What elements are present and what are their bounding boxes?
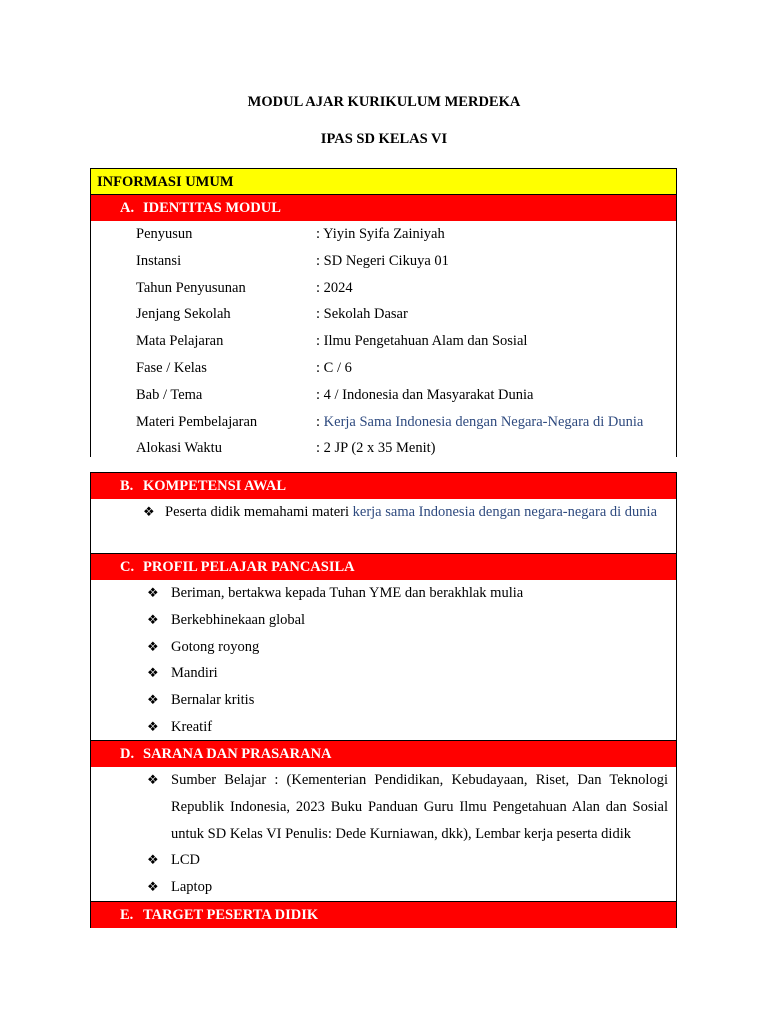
section-d-paragraph xyxy=(91,767,676,847)
identitas-value: : 4 / Indonesia dan Masyarakat Dunia xyxy=(316,386,534,403)
identitas-label: Alokasi Waktu xyxy=(136,440,222,457)
section-c-item-text: Gotong royong xyxy=(171,638,260,655)
identitas-rows xyxy=(91,221,676,462)
bullet-glyph: ❖ xyxy=(147,585,159,600)
section-d-list xyxy=(91,847,676,902)
section-b-item xyxy=(91,499,676,554)
section-c-item-text: Berkebhinekaan global xyxy=(171,611,306,628)
section-c-item xyxy=(91,580,676,607)
identitas-label: Tahun Penyusunan xyxy=(136,279,246,296)
section-c-item-text: Beriman, bertakwa kepada Tuhan YME dan berakhlak mulia xyxy=(171,585,524,601)
section-c-item-text: Bernalar kritis xyxy=(171,692,255,709)
identitas-label: Bab / Tema xyxy=(136,386,203,403)
section-d-number: D. xyxy=(120,746,135,762)
section-e-title: TARGET PESERTA DIDIK xyxy=(143,907,319,923)
identitas-row xyxy=(91,221,676,248)
informasi-umum-heading: INFORMASI UMUM xyxy=(91,169,676,195)
identitas-label: Instansi xyxy=(136,252,182,269)
identitas-label: Jenjang Sekolah xyxy=(136,306,231,323)
section-a-number: A. xyxy=(120,200,135,216)
section-c-item xyxy=(91,634,676,661)
sections-table xyxy=(90,472,677,928)
section-d-paragraph-text: Sumber Belajar : (Kementerian Pendidikan, Kebudayaan, Riset, Dan Teknologi Republik Indonesia, 2023 Buku Panduan Guru Ilmu Pengetahuan Alan dan Sosial untuk SD Kelas VI Penulis: Dede Kurniawan, dkk), Lembar kerja peserta didik xyxy=(171,772,668,842)
bullet-glyph: ❖ xyxy=(147,611,159,627)
informasi-umum-table xyxy=(90,168,677,457)
bullet-glyph: ❖ xyxy=(147,665,159,681)
bullet-glyph: ❖ xyxy=(143,504,155,519)
section-c-list xyxy=(91,580,676,741)
identitas-row xyxy=(91,382,676,409)
section-c-item xyxy=(91,607,676,634)
identitas-row xyxy=(91,328,676,355)
identitas-row xyxy=(91,435,676,462)
identitas-value: : Ilmu Pengetahuan Alam dan Sosial xyxy=(316,333,528,350)
identitas-label: Mata Pelajaran xyxy=(136,333,224,350)
identitas-value xyxy=(316,409,643,436)
bullet-glyph: ❖ xyxy=(147,772,159,787)
identitas-label: Penyusun xyxy=(136,226,193,242)
identitas-row xyxy=(91,355,676,382)
identitas-value: : SD Negeri Cikuya 01 xyxy=(316,252,449,269)
section-d-title: SARANA DAN PRASARANA xyxy=(143,746,332,762)
identitas-label: Materi Pembelajaran xyxy=(136,413,258,430)
document-title: MODUL AJAR KURIKULUM MERDEKA xyxy=(247,94,521,110)
identitas-value: : Sekolah Dasar xyxy=(316,306,408,323)
section-b-text-plain: Peserta didik memahami materi xyxy=(165,504,353,520)
section-c-item-text: Mandiri xyxy=(171,665,218,682)
document-subtitle: IPAS SD KELAS VI xyxy=(320,131,448,147)
section-c-item xyxy=(91,714,676,741)
section-d-item-text: Laptop xyxy=(171,878,213,895)
identitas-row xyxy=(91,248,676,275)
section-d-heading xyxy=(91,741,676,767)
bullet-glyph: ❖ xyxy=(147,878,159,894)
section-b-heading xyxy=(91,473,676,499)
section-d-item xyxy=(91,874,676,901)
identitas-row xyxy=(91,275,676,302)
identitas-value-prefix: : xyxy=(316,413,324,430)
bullet-glyph: ❖ xyxy=(147,852,159,867)
section-e-number: E. xyxy=(120,907,134,923)
section-a-title: IDENTITAS MODUL xyxy=(143,200,281,216)
section-e-heading xyxy=(91,902,676,928)
identitas-value: : 2024 xyxy=(316,279,353,296)
identitas-value-text: Kerja Sama Indonesia dengan Negara-Negara di Dunia xyxy=(323,413,644,430)
section-c-title: PROFIL PELAJAR PANCASILA xyxy=(143,559,355,575)
identitas-row xyxy=(91,409,676,436)
section-c-item xyxy=(91,660,676,687)
section-d-item-text: LCD xyxy=(171,852,200,868)
identitas-row xyxy=(91,301,676,328)
bullet-glyph: ❖ xyxy=(147,718,159,734)
bullet-glyph: ❖ xyxy=(147,692,159,708)
identitas-value: : Yiyin Syifa Zainiyah xyxy=(316,226,445,242)
bullet-glyph: ❖ xyxy=(147,638,159,654)
identitas-value: : 2 JP (2 x 35 Menit) xyxy=(316,440,436,457)
identitas-value: : C / 6 xyxy=(316,359,352,376)
section-c-item-text: Kreatif xyxy=(171,718,213,735)
section-c-item xyxy=(91,687,676,714)
section-b-number: B. xyxy=(120,478,134,494)
identitas-label: Fase / Kelas xyxy=(136,359,207,376)
section-c-number: C. xyxy=(120,559,135,575)
section-b-title: KOMPETENSI AWAL xyxy=(143,478,287,494)
section-b-text-blue: kerja sama Indonesia dengan negara-negara di dunia xyxy=(352,504,657,520)
section-a-heading xyxy=(91,195,676,221)
section-d-item xyxy=(91,847,676,874)
section-c-heading xyxy=(91,554,676,580)
